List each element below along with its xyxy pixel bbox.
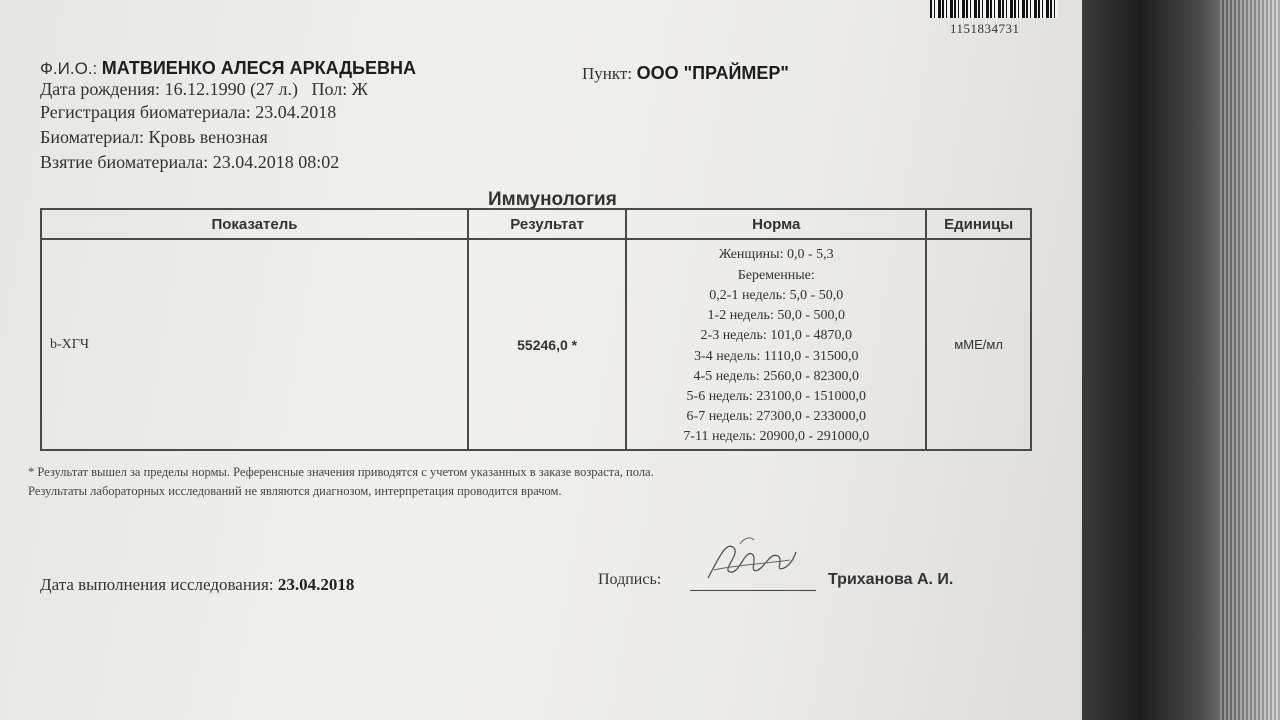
barcode-number: 1151834731 [950, 21, 1020, 36]
norm-line: Беременные: [737, 267, 815, 283]
barcode [930, 0, 1058, 18]
header-norm: Норма [626, 209, 926, 239]
signature-line [690, 590, 816, 591]
completion-date-row [40, 575, 354, 595]
birth-date: 16.12.1990 (27 л.) [164, 79, 299, 99]
parameter-cell: b-ХГЧ [41, 239, 468, 450]
completion-date-label: Дата выполнения исследования: [40, 575, 274, 594]
completion-date: 23.04.2018 [277, 575, 355, 594]
units-cell: мМЕ/мл [926, 239, 1031, 450]
section-title: Иммунология [488, 189, 617, 210]
registration-label: Регистрация биоматериала: [40, 102, 251, 122]
birth-date-label: Дата рождения: [40, 79, 161, 99]
patient-name-label: Ф.И.О.: [40, 59, 98, 78]
results-table [40, 208, 1032, 451]
point-row [582, 63, 789, 84]
table-header-row [41, 209, 1031, 239]
registration-row [40, 102, 336, 123]
header-units: Единицы [926, 209, 1031, 239]
patient-name: МАТВИЕНКО АЛЕСЯ АРКАДЬЕВНА [101, 58, 417, 78]
sex-label: Пол: [311, 79, 348, 99]
norm-line: 4-5 недель: 2560,0 - 82300,0 [693, 368, 859, 384]
norm-cell [626, 239, 926, 450]
biomaterial-label: Биоматериал: [40, 127, 145, 147]
birth-date-row [40, 79, 368, 100]
registration-date: 23.04.2018 [255, 102, 337, 122]
result-cell: 55246,0 * [468, 239, 626, 450]
point-value: ООО "ПРАЙМЕР" [636, 63, 789, 83]
norm-line: Женщины: 0,0 - 5,3 [718, 247, 834, 263]
norm-line: 0,2-1 недель: 5,0 - 50,0 [709, 287, 844, 303]
sex-value: Ж [351, 79, 368, 99]
table-row [41, 239, 1031, 450]
signature-label: Подпись: [598, 571, 662, 588]
norm-line: 1-2 недель: 50,0 - 500,0 [707, 308, 845, 324]
biomaterial-value: Кровь венозная [148, 127, 268, 147]
patient-name-row [40, 58, 416, 79]
background-surface [1082, 0, 1280, 720]
signer-name: Триханова А. И. [828, 571, 954, 588]
norm-line: 5-6 недель: 23100,0 - 151000,0 [686, 388, 866, 404]
sampling-row [40, 152, 339, 173]
norm-line: 3-4 недель: 1110,0 - 31500,0 [694, 348, 859, 364]
biomaterial-row [40, 127, 268, 148]
norm-line: 6-7 недель: 27300,0 - 233000,0 [686, 409, 866, 425]
sampling-label: Взятие биоматериала: [40, 152, 209, 172]
norm-line: 2-3 недель: 101,0 - 4870,0 [700, 328, 852, 344]
norm-line: 7-11 недель: 20900,0 - 291000,0 [683, 429, 870, 445]
handwritten-signature [700, 530, 800, 590]
sampling-datetime: 23.04.2018 08:02 [212, 152, 340, 172]
header-result: Результат [468, 209, 626, 239]
point-label: Пункт: [582, 64, 633, 83]
header-parameter: Показатель [41, 209, 468, 239]
note-out-of-range: * Результат вышел за пределы нормы. Референсные значения приводятся с учетом указанных в заказе возраста, пола. [28, 465, 654, 479]
note-disclaimer: Результаты лабораторных исследований не являются диагнозом, интерпретация проводится врачом. [28, 484, 562, 498]
